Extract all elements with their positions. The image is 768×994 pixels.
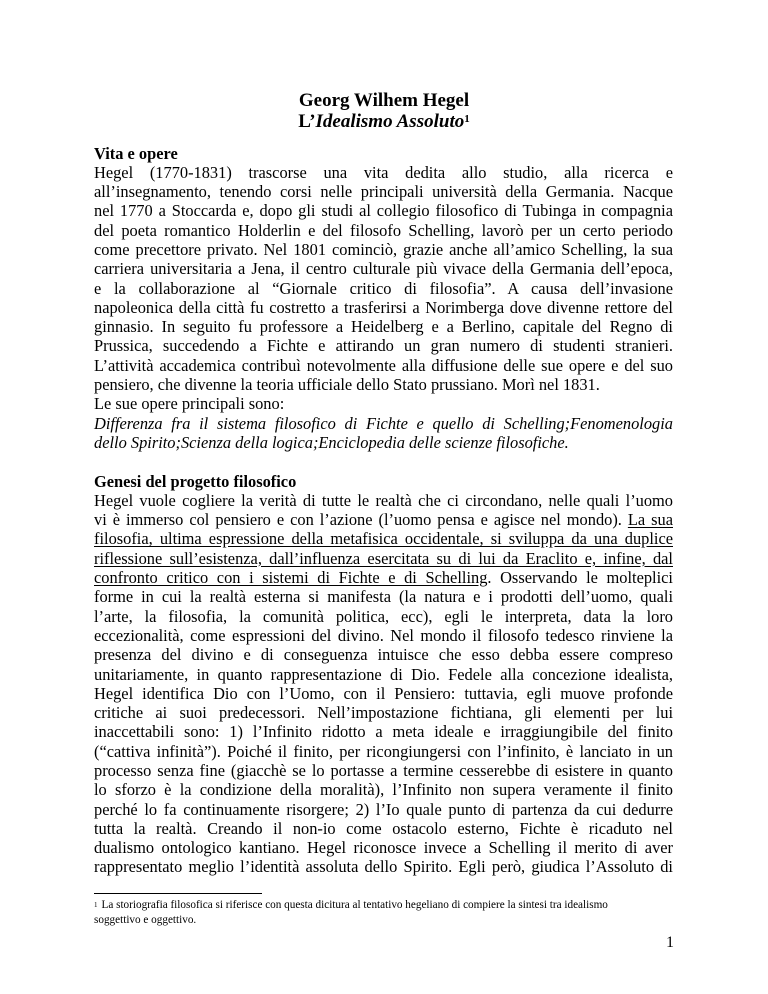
section-heading <box>94 472 673 491</box>
line-text: lo sforzo è la condizione della moralità), l’Infinito non supera veramente il finito <box>94 780 673 800</box>
text-line <box>94 336 673 355</box>
line-text: Genesi del progetto filosofico <box>94 471 297 491</box>
text-line <box>94 568 673 587</box>
footnote-text-line: soggettivo e oggettivo. <box>94 914 197 926</box>
document-subtitle <box>0 111 768 132</box>
line-text: nel 1770 a Stoccarda e, dopo gli studi al collegio filosofico di Tubinga in compagnia <box>94 201 673 221</box>
line-text: Prussica, succedendo a Fichte e attirando un gran numero di studenti stranieri. <box>94 336 673 356</box>
text-line <box>94 645 673 664</box>
line-text: Hegel identifica Dio con l’Uomo, con il Pensiero: tuttavia, egli muove profonde <box>94 683 673 703</box>
underlined-text: La sua <box>627 510 673 530</box>
line-text: all’insegnamento, tenendo corsi nelle principali università della Germania. Nacque <box>94 182 673 202</box>
line-text: ginnasio. In seguito fu professore a Heidelberg e a Berlino, capitale del Regno di <box>94 317 673 337</box>
line-text: Hegel vuole cogliere la verità di tutte le realtà che ci circondano, nelle quali l’uomo <box>94 490 673 510</box>
line-text: del poeta romantico Holderlin e del filosofo Schelling, lavorò per un certo periodo <box>94 220 673 240</box>
underlined-text: riflessione sull’esistenza, dall’influenza esercitata su di lui da Eraclito e, infine, dal <box>94 548 673 568</box>
text-line <box>94 703 673 722</box>
line-text: forme in cui la realtà esterna si manifesta (la natura e i prodotti dell’uomo, quali <box>94 587 673 607</box>
line-text: L’attività accademica contribuì notevolmente alla diffusione delle sue opere e del suo <box>94 355 673 375</box>
footnote-reference[interactable]: 1 <box>464 113 470 125</box>
line-text: vi è immerso col pensiero e con l’azione (l’uomo pensa e agisce nel mondo). <box>94 510 628 530</box>
text-line <box>94 317 673 336</box>
text-line <box>94 857 673 876</box>
line-text: rappresentato meglio l’identità assoluta dello Spirito. Egli però, giudica l’Assoluto di <box>94 857 673 877</box>
text-line <box>94 356 673 375</box>
line-text: (“cattiva infinità”). Poiché il finito, per ricongiungersi con l’infinito, è lanciato in un <box>94 741 673 761</box>
footnote-text-line: La storiografia filosofica si riferisce con questa dicitura al tentativo hegeliano di compiere la sintesi tra idealismo <box>101 899 608 911</box>
subtitle-italic: Idealismo Assoluto <box>315 111 465 132</box>
line-text: dualismo ontologico kantiano. Hegel riconosce invece a Schelling il merito di aver <box>94 838 673 858</box>
text-line <box>94 665 673 684</box>
text-line <box>94 800 673 819</box>
text-line <box>94 587 673 606</box>
text-line <box>94 163 673 182</box>
page-number: 1 <box>666 934 674 951</box>
line-text: e la collaborazione al “Giornale critico di filosofia”. A causa dell’invasione <box>94 278 673 298</box>
line-text: presenza del divino e di conseguenza intuisce che esso debba essere compreso <box>94 645 673 665</box>
line-text: critiche ai suoi predecessori. Nell’impostazione fichtiana, gli elementi per lui <box>94 703 673 723</box>
text-line <box>94 529 673 548</box>
line-text: unitariamente, in quanto rappresentazione di Dio. Fedele alla concezione idealista, <box>94 664 673 684</box>
text-line <box>94 259 673 278</box>
line-text: tutta la realtà. Creando il non-io come ostacolo esterno, Fichte è ricaduto nel <box>94 818 673 838</box>
underlined-text: filosofia, ultima espressione della metafisica occidentale, si sviluppa da una duplice <box>94 529 673 549</box>
text-line <box>94 742 673 761</box>
text-line <box>94 298 673 317</box>
text-line <box>94 414 673 433</box>
text-line <box>94 819 673 838</box>
text-line <box>94 240 673 259</box>
footnote-separator <box>94 893 262 894</box>
line-text: come precettore privato. Nel 1801 cominciò, grazie anche all’amico Schelling, la sua <box>94 239 673 259</box>
section-heading <box>94 144 673 163</box>
line-text: processo senza fine (giacchè se lo portasse a termine cesserebbe di esistere in quanto <box>94 761 673 780</box>
text-line <box>94 221 673 240</box>
footnote-mark: 1 <box>94 901 98 909</box>
text-line <box>94 201 673 220</box>
line-text: . Osservando le molteplici <box>487 568 673 588</box>
text-line <box>94 838 673 857</box>
line-text: l’arte, la filosofia, la comunità politica, ecc), egli le interpreta, data la loro <box>94 606 673 626</box>
text-line <box>94 607 673 626</box>
document-title: Georg Wilhem Hegel <box>298 90 470 111</box>
line-text: pensiero, che divenne la teoria ufficiale dello Stato prussiano. Morì nel 1831. <box>94 375 600 395</box>
line-text: Le sue opere principali sono: <box>94 394 285 414</box>
text-line <box>94 684 673 703</box>
footnote <box>94 898 674 928</box>
line-text: Vita e opere <box>94 143 178 163</box>
line-text: Differenza fra il sistema filosofico di Fichte e quello di Schelling;Fenomenologia <box>94 413 673 433</box>
line-text: inaccettabili sono: 1) l’Infinito ridotto a meta ideale e irraggiungibile del finito <box>94 722 673 742</box>
blank-line <box>94 452 673 471</box>
text-line <box>94 394 673 413</box>
line-text: perché lo fa continuamente risorgere; 2) l’Io quale punto di partenza da cui dedurre <box>94 799 673 819</box>
line-text: dello Spirito;Scienza della logica;Enciclopedia delle scienze filosofiche. <box>94 432 569 452</box>
text-line <box>94 182 673 201</box>
line-text: napoleonica della città fu costretto a trasferirsi a Norimberga dove divenne rettore del <box>94 297 673 317</box>
text-line <box>94 279 673 298</box>
text-line <box>94 433 673 452</box>
line-text: Hegel (1770-1831) trascorse una vita dedita allo studio, alla ricerca e <box>94 162 673 182</box>
underlined-text: confronto critico con i sistemi di Fichte e di Schelling <box>94 568 488 588</box>
text-line <box>94 780 673 799</box>
text-line <box>94 626 673 645</box>
document-body <box>94 144 673 877</box>
line-text: eccezionalità, come espressioni del divino. Nel mondo il filosofo tedesco rinviene la <box>94 625 673 645</box>
text-line <box>94 761 673 780</box>
subtitle-prefix: L’ <box>298 111 316 132</box>
text-line <box>94 375 673 394</box>
text-line <box>94 722 673 741</box>
text-line <box>94 510 673 529</box>
text-line <box>94 491 673 510</box>
line-text: carriera universitaria a Jena, il centro culturale più vivace della Germania dell’epoca, <box>94 259 673 279</box>
text-line <box>94 549 673 568</box>
